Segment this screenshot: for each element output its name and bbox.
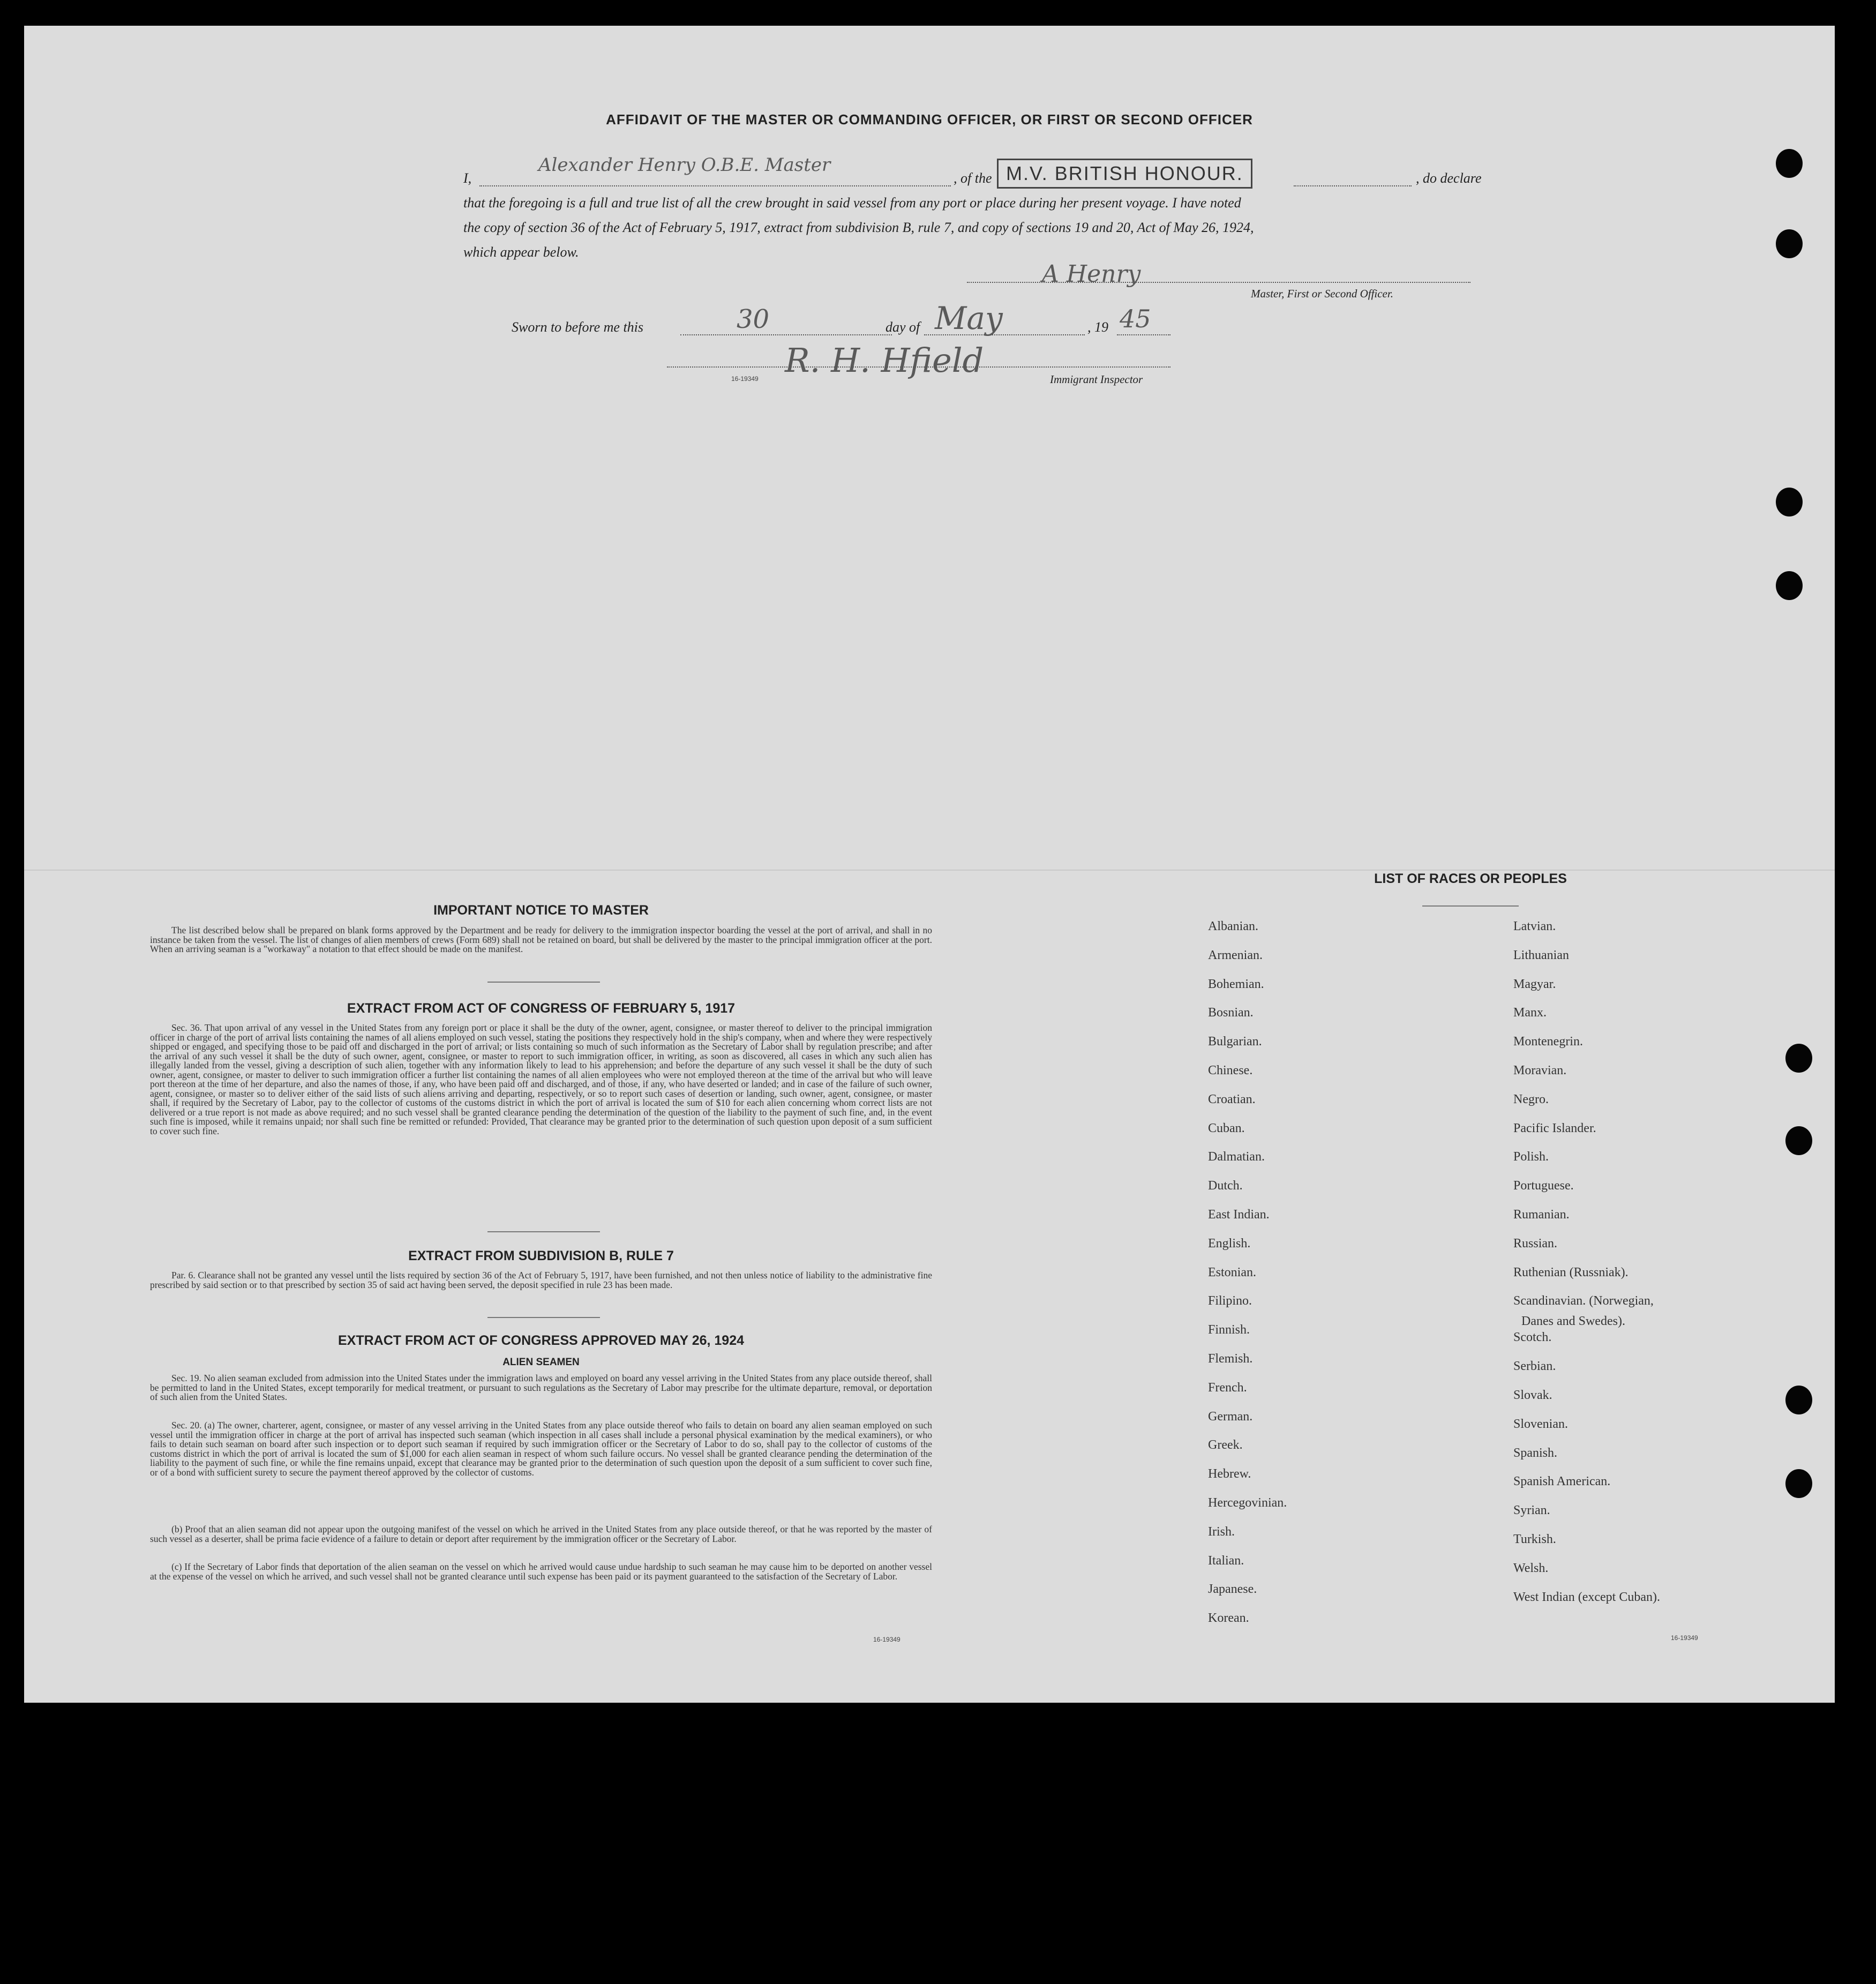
inspector-signature: R. H. Hfield [785,341,984,380]
affidavit-title: AFFIDAVIT OF THE MASTER OR COMMANDING OFFICER, OR FIRST OR SECOND OFFICER [606,111,1253,128]
race-item: Moravian. [1513,1064,1567,1077]
sec20c-text: (c) If the Secretary of Labor finds that deportation of the alien seaman on the vessel on which he arrived would cause undue hardship to such seaman he may cause him to be deported on another vessel at the expense of the vessel on which he arrived, and such vessel shall not be granted clearance until such expense has been paid or its payment guaranteed to the satisfaction of the Secretary of Labor. [150,1561,932,1582]
race-item: Lithuanian [1513,948,1569,962]
extract1-text: Sec. 36. That upon arrival of any vessel in the United States from any foreign port or place it shall be the duty of the owner, agent, consignee, or master thereof to deliver to the principal immigration officer in charge of the port of arrival lists containing the names of all aliens employed on such vessel, stating the positions they respectively hold in the ship's company, when and where they were respectively shipped or engaged, and specifying those to be paid off and discharged in the port of arrival; or lists containing so much of such information as the Secretary of Labor shall by regulation prescribe; and after the arrival of any such vessel it shall be the duty of such owner, agent, consignee, or master to report to such immigration officer, in writing, as soon as discovered, all cases in which any such alien has illegally landed from the vessel, giving a description of such alien, together with any information likely to lead to his apprehension; and before the departure of any such vessel it shall be the duty of such owner, agent, consignee, or master to deliver to such immigration officer a further list containing the names of all alien employees who were not employed thereon at the time of the arrival but who will leave port thereon at the time of her departure, and also the names of those, if any, who have been paid off and discharged, and of those, if any, who have deserted or landed; and in case of the failure of such owner, agent, consignee, or master so to deliver either of the said lists of such aliens arriving and departing, respectively, or so to report such cases of desertion or landing, such owner, agent, consignee, or master shall, if required by the Secretary of Labor, pay to the collector of customs of the customs district in which the port of arrival is located the sum of $10 for each alien concerning whom correct lists are not delivered or a true report is not made as above required; and no such vessel shall be granted clearance pending the determination of the question of the liability to the payment of such fine, and, in the event such fine is imposed, while it remains unpaid; nor shall such fine be remitted or refunded: Provided, That clearance may be granted prior to the determination of such question upon deposit of a sum sufficient to cover such fine. [150,1022,932,1136]
race-item: Manx. [1513,1006,1547,1020]
sworn-year-line [1117,334,1170,335]
notice-heading: IMPORTANT NOTICE TO MASTER [433,903,649,918]
rule [1422,905,1519,907]
race-item: Cuban. [1208,1121,1245,1135]
form-sheet [24,26,1835,1703]
punch-hole [1785,1044,1812,1073]
punch-hole [1776,229,1803,258]
race-item: Italian. [1208,1553,1244,1568]
race-item: Spanish American. [1513,1474,1611,1489]
race-item: Dalmatian. [1208,1150,1265,1164]
sworn-day: 30 [737,304,770,334]
race-item: Flemish. [1208,1352,1253,1366]
race-item: Greek. [1208,1438,1243,1453]
extract2-text: Par. 6. Clearance shall not be granted any vessel until the lists required by section 36 of the Act of February 5, 1917, have been furnished, and not then unless notice of liability to the administrative fine prescribed by said section or to that prescribed by section 35 of said act having been served, the deposit specified in rule 23 has been made. [150,1270,932,1290]
races-form-number: 16-19349 [1671,1634,1698,1642]
race-item: Magyar. [1513,977,1556,991]
race-item: Montenegrin. [1513,1035,1583,1049]
extract2-heading: EXTRACT FROM SUBDIVISION B, RULE 7 [408,1248,674,1263]
race-item: Japanese. [1208,1582,1257,1597]
race-item: West Indian (except Cuban). [1513,1590,1660,1604]
race-item: Negro. [1513,1092,1549,1106]
master-name: Alexander Henry O.B.E. Master [538,154,831,176]
of-the-label: , of the [954,170,992,186]
extract1-heading: EXTRACT FROM ACT OF CONGRESS OF FEBRUARY 5, 1917 [347,1001,736,1016]
officer-caption: Master, First or Second Officer. [1251,287,1393,300]
race-item: Chinese. [1208,1064,1253,1077]
race-item: Spanish. [1513,1446,1558,1460]
races-heading: LIST OF RACES OR PEOPLES [1374,871,1567,886]
race-item: Armenian. [1208,948,1263,962]
punch-hole [1785,1386,1812,1414]
race-item: Turkish. [1513,1532,1556,1546]
race-item: Irish. [1208,1524,1235,1539]
race-item: Croatian. [1208,1092,1256,1106]
race-item: Slovak. [1513,1388,1552,1402]
punch-hole [1785,1126,1812,1155]
vessel-line [1294,185,1412,186]
notice-form-number: 16-19349 [873,1636,901,1643]
sec20a-text: Sec. 20. (a) The owner, charterer, agent, consignee, or master of any vessel arriving in the United States from any place outside thereof who fails to detain on board any alien seaman employed on such vessel until the immigration officer in charge at the port of arrival has inspected such seaman (which inspection in all cases shall include a personal physical examination by the medical examiners), or who fails to detain such seaman on board after such inspection or to deport such seaman if required by such immigration officer or the Secretary of Labor to do so, shall pay to the collector of customs of the customs district in which the port of arrival is located the sum of $1,000 for each alien seaman in respect of whom such failure occurs. No vessel shall be granted clearance pending the determination of the liability to the payment of such fine, or while the fine remains unpaid, except that clearance may be granted prior to the determination of such question upon the deposit of a sum sufficient to cover such fine, or of a bond with sufficient surety to secure the payment thereof approved by the collector of customs. [150,1420,932,1478]
race-item: Polish. [1513,1150,1549,1164]
punch-hole [1776,488,1803,516]
race-item: Scotch. [1513,1330,1552,1345]
sworn-month: May [935,300,1003,336]
race-item: Finnish. [1208,1323,1250,1337]
do-declare-label: , do declare [1416,170,1482,186]
affidavit-line-3: which appear below. [463,244,579,260]
race-item: Russian. [1513,1236,1558,1251]
race-item: Pacific Islander. [1513,1121,1596,1135]
affidavit-line-2: the copy of section 36 of the Act of February 5, 1917, extract from subdivision B, rule 7, and copy of sections 19 and 20, Act of May 26, 1924, [463,220,1254,235]
day-of-label: day of [886,319,920,335]
sworn-label: Sworn to before me this [512,319,644,335]
punch-hole [1785,1469,1812,1498]
race-item: Bulgarian. [1208,1035,1262,1049]
race-item: Danes and Swedes). [1521,1314,1625,1329]
extract3-subheading: ALIEN SEAMEN [502,1357,580,1368]
race-item: Rumanian. [1513,1208,1570,1222]
race-item: German. [1208,1409,1253,1424]
sec19-text: Sec. 19. No alien seaman excluded from admission into the United States under the immigration laws and employed on board any vessel arriving in the United States from any place outside thereof, shall be permitted to land in the United States, except temporarily for medical treatment, or pursuant to such regulations as the Secretary of Labor may prescribe for the ultimate departure, removal, or deportation of such alien from the United States. [150,1373,932,1402]
fold-line [24,870,1835,871]
i-label: I, [463,170,472,186]
race-item: Dutch. [1208,1179,1243,1193]
race-item: Ruthenian (Russniak). [1513,1265,1629,1279]
race-item: Filipino. [1208,1294,1252,1308]
race-item: Slovenian. [1513,1417,1568,1431]
sworn-day-line [680,334,892,335]
vessel-stamp: M.V. BRITISH HONOUR. [997,159,1252,189]
notice-text: The list described below shall be prepared on blank forms approved by the Department and be ready for delivery to the immigration inspector boarding the vessel at the port of arrival, and shall in no instance be taken from the vessel. The list of changes of alien members of crews (Form 689) shall not be retained on board, but shall be delivered by the master to the principal immigration officer at the port. When an arriving seaman is a "workaway" a notation to that effect should be made on the manifest. [150,925,932,954]
punch-hole [1776,571,1803,600]
race-item: Welsh. [1513,1561,1549,1575]
race-item: Latvian. [1513,919,1556,933]
year-prefix: , 19 [1087,319,1108,335]
affidavit-form-number: 16-19349 [731,375,759,383]
race-item: English. [1208,1236,1251,1251]
rule [487,1231,600,1232]
name-line [479,185,951,186]
affidavit-line-1: that the foregoing is a full and true list of all the crew brought in said vessel from any port or place during her present voyage. I have noted [463,195,1241,211]
inspector-signature-line [667,366,1170,368]
rule [487,1317,600,1318]
race-item: Bosnian. [1208,1006,1254,1020]
race-item: Estonian. [1208,1265,1256,1279]
race-item: East Indian. [1208,1208,1270,1222]
race-item: Serbian. [1513,1359,1556,1374]
race-item: Portuguese. [1513,1179,1574,1193]
punch-hole [1776,149,1803,178]
race-item: Hercegovinian. [1208,1496,1287,1510]
race-item: Hebrew. [1208,1467,1251,1481]
sworn-year: 45 [1120,304,1151,333]
race-item: Bohemian. [1208,977,1264,991]
officer-signature: A Henry [1042,260,1141,288]
rule [487,982,600,983]
race-item: French. [1208,1380,1247,1395]
extract3-heading: EXTRACT FROM ACT OF CONGRESS APPROVED MAY 26, 1924 [337,1333,745,1348]
race-item: Syrian. [1513,1503,1550,1518]
race-item: Scandinavian. (Norwegian, [1513,1294,1654,1308]
race-item: Korean. [1208,1611,1249,1626]
race-item: Albanian. [1208,919,1258,933]
sec20b-text: (b) Proof that an alien seaman did not appear upon the outgoing manifest of the vessel on which he arrived in the United States from any place outside thereof, or that he was reported by the master of such vessel as a deserter, shall be prima facie evidence of a failure to detain or deport after requirement by the immigration officer or the Secretary of Labor. [150,1524,932,1544]
inspector-caption: Immigrant Inspector [1050,373,1143,386]
